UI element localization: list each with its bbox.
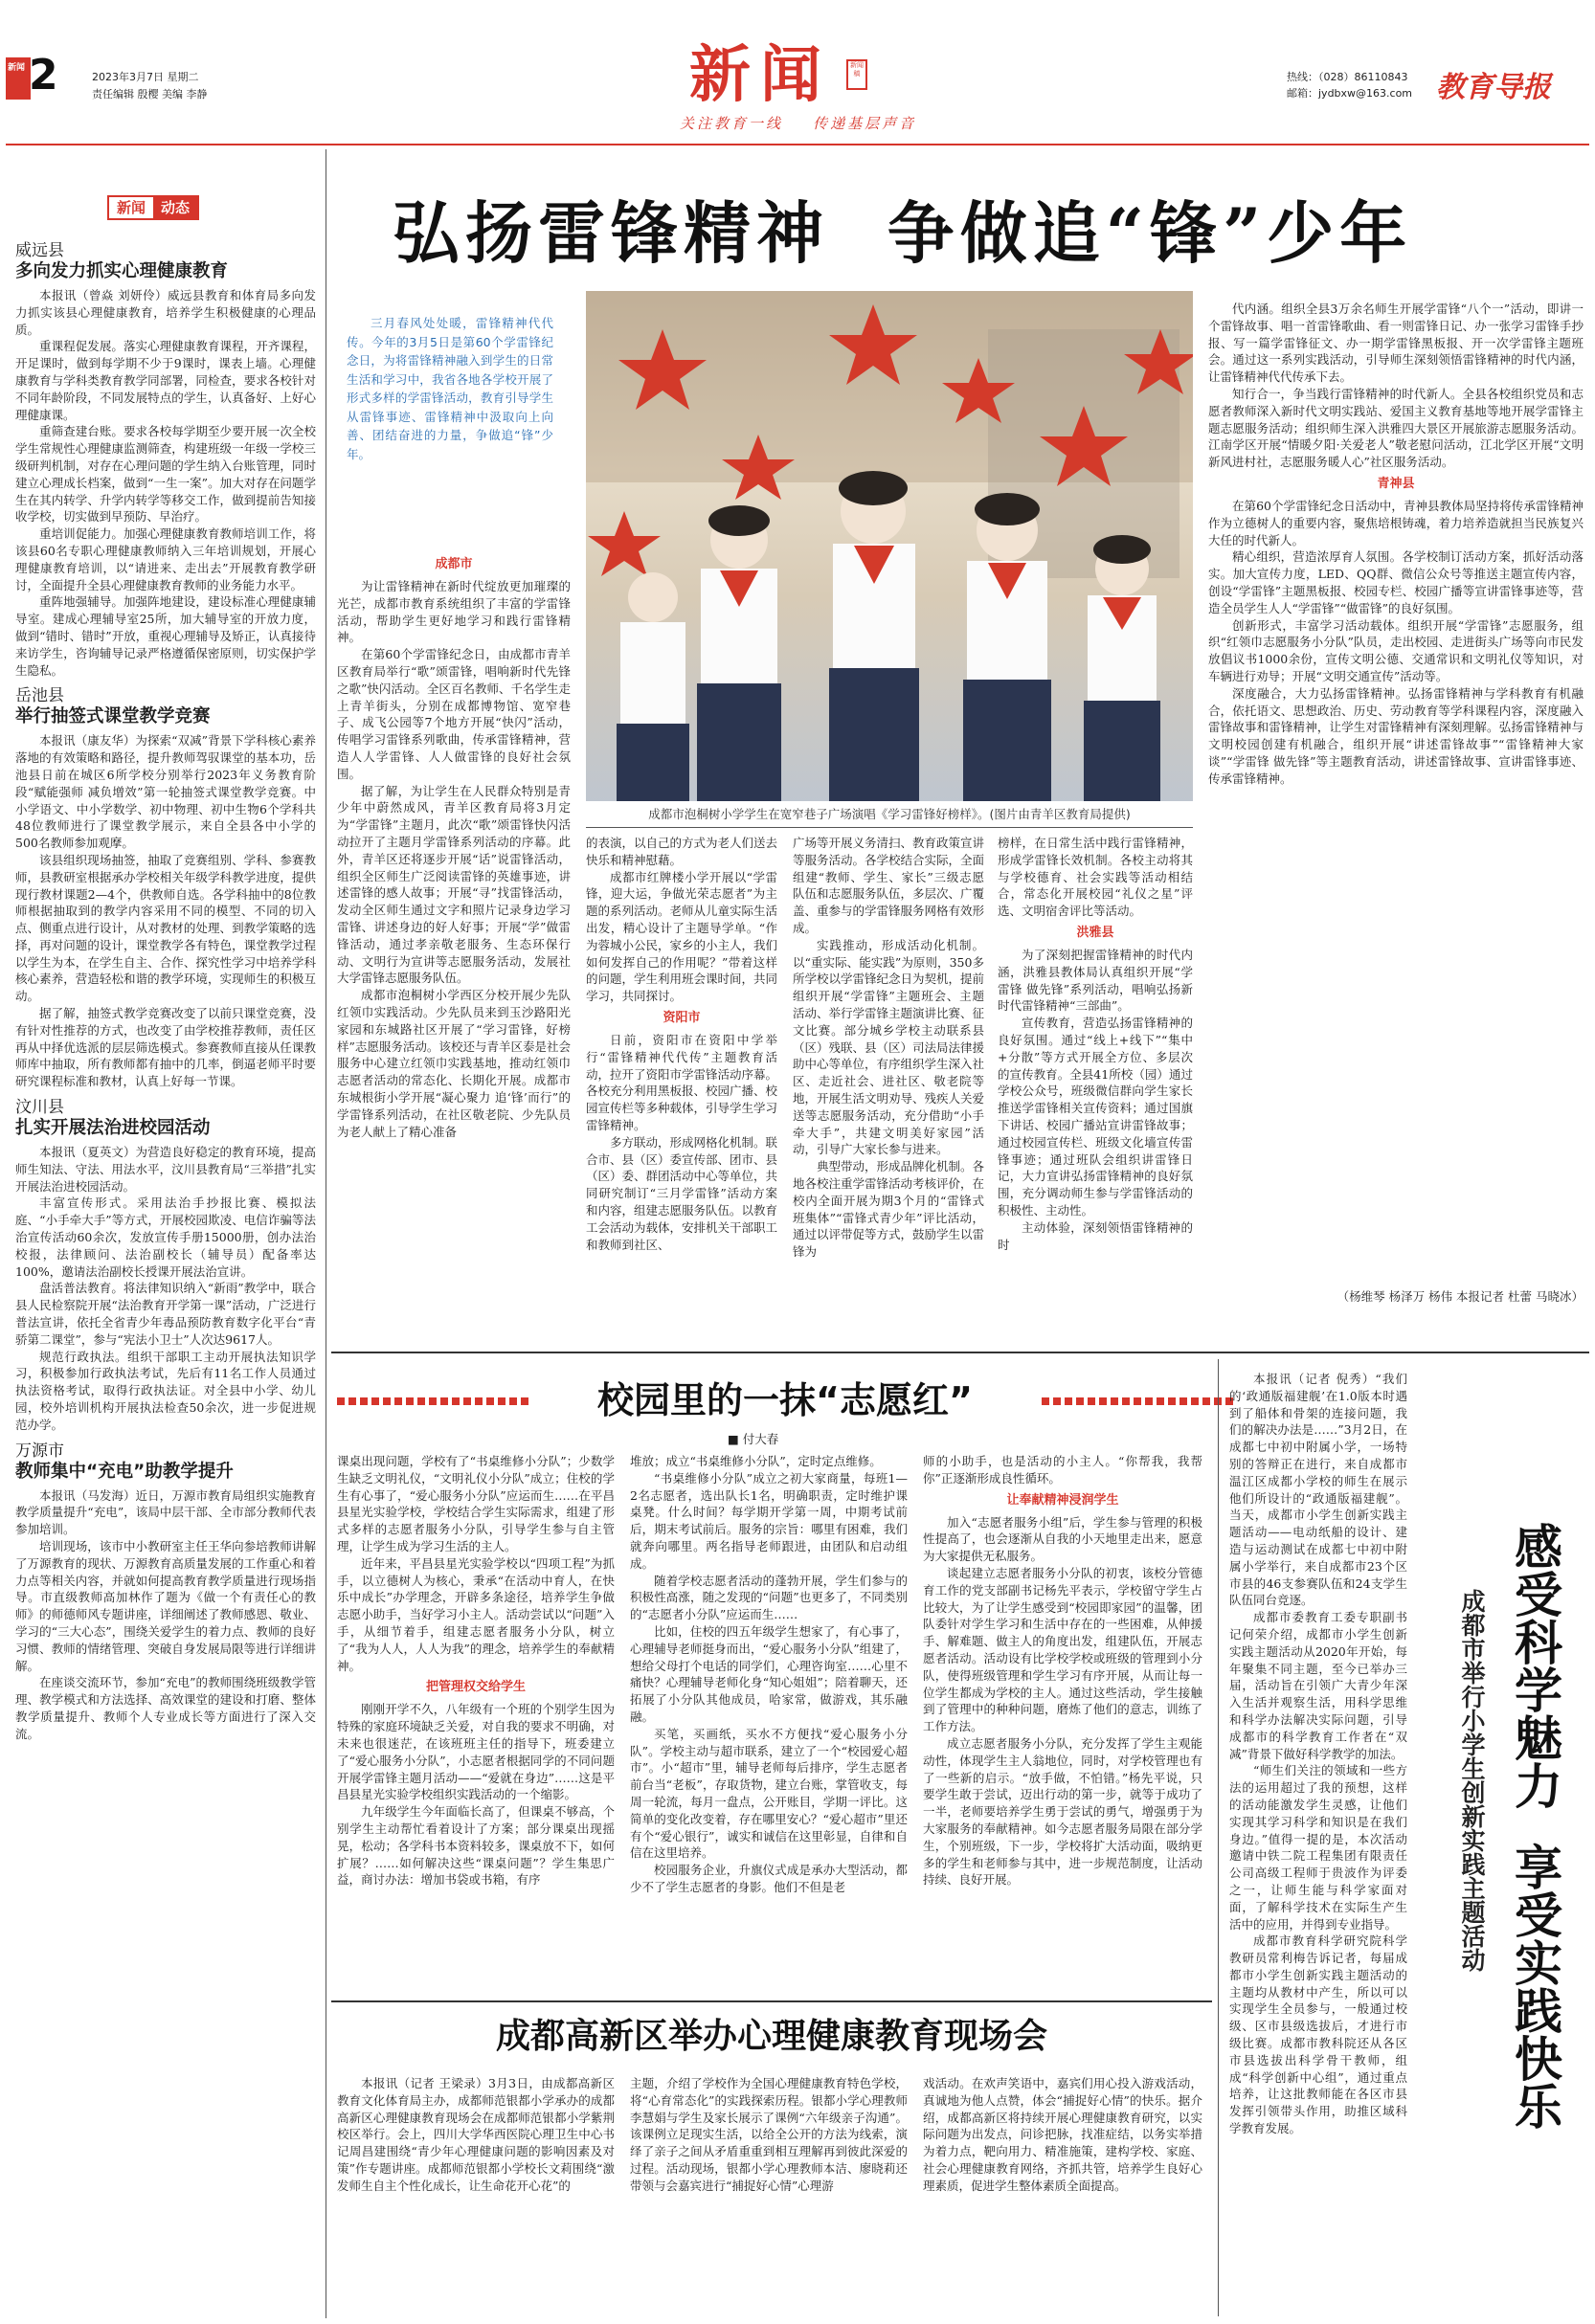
article-paragraph: 加入“志愿者服务小组”后，学生参与管理的积极性提高了，也会逐渐从自我的小天地里走出来，愿意为大家提供无私服务。	[923, 1514, 1202, 1564]
volunteer-byline-box	[728, 1430, 778, 1447]
main-photo	[586, 291, 1193, 801]
volunteer-column-3	[923, 1453, 1202, 1989]
volunteer-column-2	[630, 1453, 908, 1989]
volunteer-title-bar	[337, 1376, 1233, 1426]
masthead-seal	[846, 59, 867, 90]
article-paragraph: 主动体验，深刻领悟雷锋精神的时	[998, 1219, 1193, 1252]
section-heading: 青神县	[1377, 476, 1415, 491]
science-paragraph: 本报讯（记者 倪秀）“我们的‘政通版福建舰’在1.0版本时遇到了船体和骨架的连接问题，我们的解决办法是……”3月2日，在成都七中初中附属小学，一场特别的答辩正在进行，来自成都市温江区成都小学校的师生在展示他们所设计的“政通版福建舰”。当天，成都市小学生创新实践主题活动——电动纸船的设计、建造与运动测试在成都七中初中附属小学举行，来自成都市23个区市县的46支参赛队伍和24支学生队伍同台竞逐。	[1229, 1372, 1407, 1608]
science-sub-title: 成都市举行小学生创新实践主题活动	[1458, 1589, 1486, 1972]
psych-title: 成都高新区举办心理健康教育现场会	[495, 2016, 1047, 2056]
photo-caption: 成都市泡桐树小学学生在宽窄巷子广场演唱《学习雷锋好榜样》。(图片由青羊区教育局提供)	[648, 807, 1131, 821]
brief-paragraph: 本报讯（康友华）为探索“双减”背景下学科核心素养落地的有效策略和路径，提升教师驾驭课堂的基本功，岳池县日前在城区6所学校分别举行2023年义务教育阶段“赋能强师 减负增效”第一轮抽签式课堂教学竞赛。中小学语文、中小学数学、初中物理、初中生物6个学科共48位教师进行了课堂教学展示，来自全县各中小学的500名教师参加观摩。	[15, 733, 316, 851]
article-paragraph: 谈起建立志愿者服务小分队的初衷，该校分管德育工作的党支部副书记杨先平表示，学校留守学生占比较大，为了让学生感受到“校园即家园”的温馨，团队委针对学生学习和生活中存在的一些困难，从伸援手、解难题、做主人的角度出发，组建队伍，开展志愿者活动。活动设有比学校学校或班级的管理到小分队，使得班级管理和学生学习有序开展，从而让每一位学生都成为学校的主人。通过这些活动，学生接触到了管理中的种种问题，磨炼了他们的意志，训练了工作方法。	[923, 1565, 1202, 1734]
section-heading: 把管理权交给学生	[425, 1680, 526, 1695]
brief-paragraph: 重课程促发展。落实心理健康教育课程，开齐课程，开足课时，做到每学期不少于9课时，课表上墙。心理健康教育与学科类教育教学同部署，同检查，要求各校针对不同年龄阶段，不同发展特点的学生，认真备好、上好心理健康课。	[15, 339, 316, 422]
psych-top-rule	[331, 2000, 1212, 2002]
feature-column-right	[1208, 301, 1584, 1279]
brief-paragraph: 在座谈交流环节，参加“充电”的教师围绕班级教学管理、教学模式和方法选择、高效课堂的建设和打磨、整体教学质量提升、教师个人专业成长等方面进行了深入交流。	[15, 1675, 316, 1741]
brief-paragraph: 规范行政执法。组织干部职工主动开展执法知识学习，积极参加行政执法考试，先后有11名工作人员通过执法资格考试，取得行政执法证。对全县中小学、幼儿园，校外培训机构开展执法检查50余次，进一步促进规范办学。	[15, 1349, 316, 1432]
brief-paragraph: 重阵地强辅导。加强阵地建设，建设标准心理健康辅导室。建成心理辅导室25所，加大辅导室的开放力度，做到“错时、错时”开放，重视心理辅导及矫正，认真接待来访学生，咨询辅导记录严格遵循保密原则，切实保护学生隐私。	[15, 594, 316, 678]
science-paragraph: 成都市委教育工委专职副书记何荣介绍，成都市小学生创新实践主题活动从2020年开始，每年聚集不同主题，至今已举办三届，活动旨在引领广大青少年深入生活并观察生活，用科学思维和科学办法解决实际问题，引导成都市的科学教育工作者在“双减”背景下做好科学教学的加法。	[1229, 1610, 1407, 1761]
article-paragraph: 买笔，买画纸，买水不方便找“爱心服务小分队”。学校主动与超市联系，建立了一个“校园爱心超市”。小“超市”里，辅导老师每后排序，学生志愿者前台当“老板”，存取货物，建立台账，掌管收支，每周一轮流，每月一盘点，公开账目，学期一评比。这简单的变化改变着，存在哪里安心？“爱心超市”里还有个“爱心银行”，诚实和诚信在这里彰显，自律和自信在这里培养。	[630, 1726, 908, 1861]
brief-title: 扎实开展法治进校园活动	[15, 1118, 211, 1139]
main-headline: 弘扬雷锋精神 争做追“锋”少年	[393, 193, 1413, 273]
article-paragraph: 知行合一，争当践行雷锋精神的时代新人。全县各校组织党员和志愿者教师深入新时代文明实践站、爱国主义教育基地等地开展学雷锋主题志愿服务活动；组织师生深入洪雅四大景区开展旅游志愿服务活动。江南学区开展“情暖夕阳·关爱老人”敬老慰问活动，江北学区开展“文明新风进村社，志愿服务暖人心”社区服务活动。	[1208, 386, 1584, 470]
brief-paragraph: 丰富宣传形式。采用法治手抄报比赛、模拟法庭、“小手牵大手”等方式，开展校园欺凌、电信诈骗等法治宣传活动60余次，发放宣传手册15000册，创办法治校报，法律顾问、法治副校长（辅导员）配备率达100%，邀请法治副校长授课开展法治宣讲。	[15, 1196, 316, 1279]
brief-paragraph: 本报讯（夏英文）为营造良好稳定的教育环境，提高师生知法、守法、用法水平，汶川县教育局“三举措”扎实开展法治进校园活动。	[15, 1145, 316, 1194]
article-paragraph: 堆放；成立“书桌维修小分队”，定时定点维修。	[630, 1454, 882, 1468]
article-paragraph: 近年来，平昌县星光实验学校以“四项工程”为抓手，以立德树人为核心，秉承“在活动中育人，在快乐中成长”办学理念，开辟多条途径，培养学生争做志愿小助手，当好学习小主人。活动尝试以“问题”入手，从细节着手，组建志愿者服务小分队，树立了“我为人人，人人为我”的理念，培养学生的奉献精神。	[337, 1555, 615, 1673]
brief-title: 多向发力抓实心理健康教育	[15, 261, 229, 281]
feature-column-1	[337, 551, 571, 1346]
science-big-title: 感受科学魅力 享受实践快乐	[1507, 1522, 1563, 2130]
brief-paragraph: 该县组织现场抽签，抽取了竞赛组别、学科、参赛教师，县教研室根据承办学校相关年级学科教学进度，提供现行教材课题2—4个，供教师自选。各学科抽中的8位教师根据抽取到的教学内容采用不同的模型、不同的切入点、侧重点进行设计，从对教材的处理、到教学策略的选择，再对问题的设计，课堂教学各有特色，课堂教学过程以学生为本，在学生自主、合作、探究性学习中培养学科核心素养，营造轻松和谐的教学环境，实现师生的积极互动。	[15, 852, 316, 1004]
feature-bottom-rule	[331, 1352, 1589, 1353]
article-paragraph: 创新形式，丰富学习活动载体。组织开展“学雷锋”志愿服务，组织“红领巾志愿服务小分队”队员，走出校园、走进街头广场等向市民发放倡议书1000余份，宣传文明公德、交通常识和文明礼仪等知识，对车辆进行劝导；开展“文明交通宣传”活动等。	[1208, 617, 1584, 683]
email: 邮箱：jydbxw@163.com	[1287, 87, 1413, 100]
article-paragraph: 榜样，在日常生活中践行雷锋精神，形成学雷锋长效机制。各校主动将其与学校德育、社会实践等活动相结合，常态化开展校园“礼仪之星”评选、文明宿舍评比等活动。	[998, 836, 1193, 919]
article-paragraph: 多方联动，形成网格化机制。联合市、县（区）委宣传部、团市、县（区）委、群团活动中心等单位，共同研究制订“三月学雷锋”活动方案和内容，组建志愿服务队伍。以教育工会活动为载体，安排机关干部职工和教师到社区、	[586, 1134, 777, 1252]
lede-box	[337, 304, 563, 544]
article-paragraph: 广场等开展义务清扫、教育政策宣讲等服务活动。各学校结合实际，全面组建“教师、学生、家长”三级志愿队伍和志愿服务队伍，多层次、广覆盖、重参与的学雷锋服务网格有效形成。	[793, 836, 984, 935]
brief-paragraph: 据了解，抽签式教学竞赛改变了以前只课堂竞赛，没有针对性推荐的方式，也改变了由学校推荐教师，责任区再从中择优选派的层层筛选模式。参赛教师直接从任课教师库中抽取，所有教师都有抽中的几率，倒逼老师平时要研究课程标准和教材，认真上好每一节课。	[15, 1006, 316, 1089]
brief-title: 教师集中“充电”助教学提升	[15, 1461, 234, 1482]
article-paragraph: 据了解，为让学生在人民群众特别是青少年中蔚然成风，青羊区教育局将3月定为“学雷锋”主题月，此次“歌”颂雷锋快闪活动拉开了主题月学雷锋系列活动的序幕。此外，青羊区还将逐步开展“话”说雷锋活动，组织全区师生广泛阅读雷锋的英雄事迹，讲述雷锋的感人故事；开展“寻”找雷锋活动，发动全区师生通过文字和照片记录身边学习雷锋、讲述身边的好人好事；开展“学”做雷锋活动，通过孝亲敬老服务、生态环保行动、文明行为宣讲等志愿服务活动，发展社大学雷锋志愿服务队伍。	[337, 783, 571, 986]
brief-paragraph: 重培训促能力。加强心理健康教育教师培训工作，将该县60名专职心理健康教师纳入三年培训规划，开展心理健康教育培训，以“请进来、走出去”开展教育教学研讨，全面提升全县心理健康教育教师的业务能力水平。	[15, 526, 316, 592]
psych-col-1: 本报讯（记者 王梁录）3月3日，由成都高新区教育文化体育局主办，成都师范银都小学承办的成都高新区心理健康教育现场会在成都师范银都小学紫荆校区举行。会上，四川大学华西医院心理卫生中心书记周昌建围绕“青少年心理健康问题的影响因素及对策”作专题讲座。成都师范银都小学校长文莉围绕“激发师生自主个性化成长，让生命花开心花”的	[337, 2076, 615, 2193]
article-paragraph: 在第60个学雷锋纪念日活动中，青神县教体局坚持将传承雷锋精神作为立德树人的重要内容，聚焦培根铸魂，着力培养造就担当民族复兴大任的时代新人。	[1208, 498, 1584, 547]
article-paragraph: 为了深刻把握雷锋精神的时代内涵，洪雅县教体局认真组织开展“学雷锋 做先锋”系列活动，唱响弘扬新时代雷锋精神“三部曲”。	[998, 947, 1193, 1014]
article-paragraph: 为让雷锋精神在新时代绽放更加璀璨的光芒，成都市教育系统组织了丰富的学雷锋活动，帮助学生更好地学习和践行雷锋精神。	[337, 579, 571, 645]
article-paragraph: 随着学校志愿者活动的蓬勃开展，学生们参与的积极性高涨，随之发现的“问题”也更多了，不同类别的“志愿者小分队”应运而生……	[630, 1573, 908, 1622]
article-paragraph: 精心组织，营造浓厚育人氛围。各学校制订活动方案，抓好活动落实。加大宣传力度，LED、QQ群、微信公众号等推送主题宣传内容，创设“学雷锋”主题黑板报、校园专栏、校园广播等宣讲雷锋事迹等，营造全员学生人人“学雷锋”“做雷锋”的良好氛围。	[1208, 549, 1584, 615]
paper-name: 教育导报	[1436, 71, 1551, 104]
hotline: 热线：（028）86110843	[1287, 71, 1408, 83]
page-number: 2	[29, 51, 58, 100]
byline-marker: ■	[728, 1432, 743, 1446]
article-paragraph: 的表演，以自己的方式为老人们送去快乐和精神慰藉。	[586, 836, 777, 867]
brief-paragraph: 重筛查建台账。要求各校每学期至少要开展一次全校学生常规性心理健康监测筛查，构建班级一年级一学校三级研判机制，对存在心理问题的学生纳入台账管理，同时建立心理成长档案，做到“一生一案”。加大对存在问题学生在其内转学、升学内转学等移交工作，做到提前告知接收学校，切实做到早预防、早治疗。	[15, 424, 316, 525]
article-paragraph: 刚刚开学不久，八年级有一个班的个别学生因为特殊的家庭环境缺乏关爱，对自我的要求不明确，对未来也很迷茫，在该班班主任的指导下，班委建立了“爱心服务小分队”，小志愿者根据同学的不同问题开展学雷锋主题月活动——“爱就在身边”……这是平昌县星光实验学校组织实践活动的一个缩影。	[337, 1702, 615, 1802]
science-paragraph: “师生们关注的领域和一些方法的运用超过了我的预想，这样的活动能激发学生灵感，让他们实现其学习科学和知识是在我们身边。”值得一提的是，本次活动邀请中铁二院工程集团有限责任公司高级工程师于贵波作为评委之一，让师生能与科学家面对面，了解科学技术在实际生产生活中的应用，并得到专业指导。	[1229, 1763, 1407, 1932]
news-tag	[107, 195, 199, 220]
brief-paragraph: 本报讯（马发海）近日，万源市教育局组织实施教育教学质量提升“充电”，该局中层干部、全市部分教师代表参加培训。	[15, 1487, 316, 1537]
section-heading: 资阳市	[663, 1010, 701, 1025]
volunteer-byline: 付大春	[742, 1432, 779, 1446]
brief-county: 威远县	[15, 241, 64, 260]
article-paragraph: 深度融合，大力弘扬雷锋精神。弘扬雷锋精神与学科教育有机融合，依托语文、思想政治、历史、劳动教育等学科课程内容，深度融入雷锋故事和雷锋精神，让学生对雷锋精神有深刻理解。弘扬雷锋精神与文明校园创建有机融合，组织开展“讲述雷锋故事”“雷锋精神大家谈”“学雷锋 做先锋”等主题教育活动，讲述雷锋故事、宣讲雷锋事迹、传承雷锋精神。	[1208, 685, 1584, 786]
article-paragraph: “书桌维修小分队”成立之初大家商量，每班1—2名志愿者，选出队长1名，明确职责，定时维护课桌凳。什么时间？每学期开学第一周，中期考试前后，期末考试前后。服务的宗旨：哪里有困难，我们就奔向哪里。两名指导老师跟进，由团队和启动组成。	[630, 1470, 908, 1571]
article-paragraph: 成立志愿者服务小分队，充分发挥了学生主观能动性，体现学生主人翁地位，同时，对学校管理也有了一些新的启示。“放手做，不怕错。”杨先平说，只要学生敢于尝试，迈出行动的第一步，就等于成功了一半，老师要培养学生勇于尝试的勇气，增强勇于为大家服务的奉献精神。如今志愿者服务局限在部分学生，个别班级，下一步，学校将扩大活动面，吸纳更多的学生和老师参与其中，进一步规范制度，让活动持续、良好开展。	[923, 1735, 1202, 1888]
volunteer-title-stripe-left	[337, 1397, 528, 1405]
brief-title: 举行抽签式课堂教学竞赛	[15, 706, 211, 727]
news-tag-prefix: 新闻	[116, 199, 146, 216]
article-paragraph: 校园服务企业，升旗仪式成是承办大型活动，都少不了学生志愿者的身影。他们不但是老	[630, 1863, 908, 1894]
brief-paragraph: 培训现场，该市中小教研室主任王华向参培教师讲解了万源教育的现状、万源教育高质量发展的工作重心和着力点等相关内容，并就如何提高教育教学质量进行现场指导。市直级教师高加林作了题为《做一个有责任心的教师》的师德师风专题讲座，详细阐述了教师感恩、敬业、学习的“三大心态”，围绕关爱学生的着力点、教师的良好习惯、教师的情绪管理、突破自身发展局限等进行详细讲解。	[15, 1539, 316, 1673]
section-heading: 洪雅县	[1076, 925, 1114, 940]
article-paragraph: 比如，住校的四五年级学生想家了，有心事了，心理辅导老师挺身而出，“爱心服务小分队”组建了，想给父母打个电话的同学们，心理咨询室……心里不痛快？心理辅导老师化身“知心姐姐”；陪着聊天，还拓展了小分队其他成员，哈家常，做游戏，其乐融融。	[630, 1623, 908, 1724]
article-paragraph: 代内涵。组织全县3万余名师生开展学雷锋“八个一”活动，即讲一个雷锋故事、唱一首雷锋歌曲、看一则雷锋日记、办一张学习雷锋手抄报、写一篇学雷锋征文、办一期学雷锋黑板报、开一次学雷锋主题班会。通过这一系列实践活动，引导师生深刻领悟雷锋精神的时代内涵，让雷锋精神代代传承下去。	[1208, 302, 1584, 385]
feature-column-3	[793, 835, 984, 1346]
article-paragraph: 成都市红牌楼小学开展以“学雷锋，迎大运，争做光荣志愿者”为主题的系列活动。老师从儿童实际生活出发，精心设计了主题导学单。“作为蓉城小公民，家乡的小主人，我们如何发挥自己的作用呢？”带着这样的问题，学生利用班会课时间，共同学习，共同探讨。	[586, 869, 777, 1004]
feature-column-4	[998, 835, 1193, 1346]
feature-column-2	[586, 835, 777, 1346]
masthead-slogan: 关注教育一线 传递基层声音	[680, 115, 917, 132]
article-paragraph: 师的小助手，也是活动的小主人。“你帮我，我帮你”正逐渐形成良性循环。	[923, 1454, 1202, 1486]
science-paragraph: 成都市教育科学研究院科学教研员常利梅告诉记者，每届成都市小学生创新实践主题活动的主题均从教材中产生，所以可以实现学生全员参与，一般通过校级、区市县级选拔后，才进行市级比赛。成都市教科院还从各区市县选拔出科学骨干教师，组成“科学创新中心组”，通过重点培养，让这批教师能在各区市县发挥引领带头作用，助推区域科学教育发展。	[1229, 1933, 1407, 2136]
article-paragraph: 在第60个学雷锋纪念日，由成都市青羊区教育局举行“歌”颂雷锋，唱响新时代先锋之歌”快闪活动。全区百名教师、千名学生走上青羊街头，分别在成都博物馆、宽窄巷子、成飞公园等7个地方开展“快闪”活动，传唱学习雷锋系列歌曲，传承雷锋精神，营造人人学雷锋、人人做雷锋的良好社会氛围。	[337, 647, 571, 781]
article-paragraph: 日前，资阳市在资阳中学举行“雷锋精神代代传”主题教育活动，拉开了资阳市学雷锋活动序幕。各校充分利用黑板报、校园广播、校园宣传栏等多种载体，引导学生学习雷锋精神。	[586, 1032, 777, 1132]
article-paragraph: 宣传教育，营造弘扬雷锋精神的良好氛围。通过“线上+线下”“集中+分散”等方式开展全方位、多层次的宣传教育。全县41所校（园）通过学校公众号，班级微信群向学生家长推送学雷锋相关宣传资料；通过国旗下讲话、校园广播站宣讲雷锋故事；通过校园宣传栏、班级文化墙宣传雷锋事迹；通过班队会组织讲雷锋日记，大力宣讲弘扬雷锋精神的良好氛围，充分调动师生参与学雷锋活动的积极性、主动性。	[998, 1016, 1193, 1218]
brief-paragraph: 盘活普法教育。将法律知识纳入“新雨”教学中，联合县人民检察院开展“法治教育开学第一课”活动，广泛进行普法宣讲，依托全省青少年毒品预防教育数字化平台“青骄第二课堂”，参与“宪法小卫士”人次达9617人。	[15, 1281, 316, 1347]
brief-county: 汶川县	[15, 1098, 64, 1118]
masthead-title: 新闻	[689, 39, 831, 111]
page-label-side: 新闻	[8, 63, 26, 73]
section-heading: 成都市	[435, 557, 473, 571]
science-column	[1229, 1371, 1407, 2309]
article-paragraph: 九年级学生今年面临长高了，但课桌不够高，个别学生主动帮忙看着设计了方案；部分课桌出现摇晃，松动；各学科书本资料较多，课桌放不下，如何扩展？……如何解决这些“课桌问题”？学生集思广益，商讨办法：增加书袋或书箱，有序	[337, 1804, 615, 1888]
science-divider	[1218, 1359, 1219, 2316]
volunteer-column-1	[337, 1453, 615, 1989]
article-paragraph: 典型带动，形成品牌化机制。各地各校注重学雷锋活动考核评价，在校内全面开展为期3个月的“雷锋式班集体”“雷锋式青少年”评比活动，通过以评带促等方式，鼓励学生以雷锋为	[793, 1159, 984, 1260]
section-heading: 让奉献精神浸润学生	[1006, 1492, 1119, 1508]
editors: 责任编辑 殷樱 美编 李静	[92, 88, 208, 101]
feature-byline: （杨维琴 杨泽万 杨伟 本报记者 杜蕾 马晓冰）	[1337, 1289, 1584, 1304]
psych-col-3: 戏活动。在欢声笑语中，嘉宾们用心投入游戏活动，真诚地为他人点赞，体会“捕捉好心情”的快乐。据介绍，成都高新区将持续开展心理健康教育研究，以实际问题为出发点，问诊把脉，找准症结，以务实举措为着力点，靶向用力、精准施策，建构学校、家庭、社会心理健康教育网络，齐抓共管，培养学生良好心理素质，促进学生整体素质全面提高。	[923, 2076, 1202, 2193]
brief-county: 万源市	[15, 1441, 64, 1461]
brief-paragraph: 本报讯（曾焱 刘妍伶）威远县教育和体育局多向发力抓实该县心理健康教育，培养学生积极健康的心理品质。	[15, 288, 316, 337]
article-paragraph: 成都市泡桐树小学西区分校开展少先队红领巾实践活动。少先队员来到玉沙路阳光家园和东城路社区开展了“学习雷锋，好榜样”志愿服务活动。该校还与青羊区泰是社会服务中心建立红领巾实践基地，推动红领巾志愿者活动的常态化、长期化开展。成都市东城根街小学开展“凝心聚力 追‘锋’而行”的学雷锋系列活动，在社区敬老院、少先队员为老人献上了精心准备	[337, 988, 571, 1139]
article-paragraph: 课桌出现问题，学校有了“书桌维修小分队”；少数学生缺乏文明礼仪，“文明礼仪小分队”成立；住校的学生有心事了，“爱心服务小分队”应运而生……在平昌县星光实验学校，学校结合学生实际需求，组建了形式多样的志愿者服务小分队，引导学生参与自主管理，让学生成为学习生活的主人。	[337, 1454, 615, 1553]
left-column	[15, 234, 316, 2311]
issue-date: 2023年3月7日 星期二	[92, 71, 199, 83]
brief-county: 岳池县	[15, 686, 64, 706]
masthead-seal-text: 新闻稿	[850, 61, 864, 78]
lede-text: 三月春风处处暖，雷锋精神代代传。今年的3月5日是第60个学雷锋纪念日，为将雷锋精神融入到学生的日常生活和学习中，我省各地各学校开展了形式多样的学雷锋活动，教育引导学生从雷锋事迹、雷锋精神中汲取向上向善、团结奋进的力量，争做追“锋”少年。	[347, 316, 553, 461]
photo-illustration	[586, 291, 1193, 801]
header-rule	[6, 144, 1589, 145]
psych-col-2: 主题，介绍了学校作为全国心理健康教育特色学校，将“心育常态化”的实践探索历程。银都小学心理教师李慧娟与学生及家长展示了课例“六年级亲子沟通”。该课例立足现实生活，以给全公开的方法为线索，演绎了亲子之间从矛盾重重到相互理解再到彼此深爱的过程。活动现场，银都小学心理教师本洁、廖晓莉还带领与会嘉宾进行“捕捉好心情”心理游	[630, 2076, 908, 2193]
volunteer-title-stripe-right	[1042, 1397, 1233, 1405]
news-tag-highlight: 动态	[153, 197, 197, 218]
article-paragraph: 实践推动，形成活动化机制。以“重实际、能实践”为原则，350多所学校以学雷锋纪念日为契机，提前组织开展“学雷锋”主题班会、主题活动、举行学雷锋主题演讲比赛、征文比赛。部分城乡学校主动联系县（区）残联、县（区）司法局法律援助中心等单位，有序组织学生深入社区、走近社会、进社区、敬老院等地，开展生活文明劝导、残疾人关爱送等志愿服务活动，充分借助“小手牵大手”，共建文明美好家园”活动，引导广大家长参与进来。	[793, 937, 984, 1157]
caption-rule	[586, 827, 1193, 828]
volunteer-title: 校园里的一抹“志愿红”	[597, 1379, 973, 1421]
